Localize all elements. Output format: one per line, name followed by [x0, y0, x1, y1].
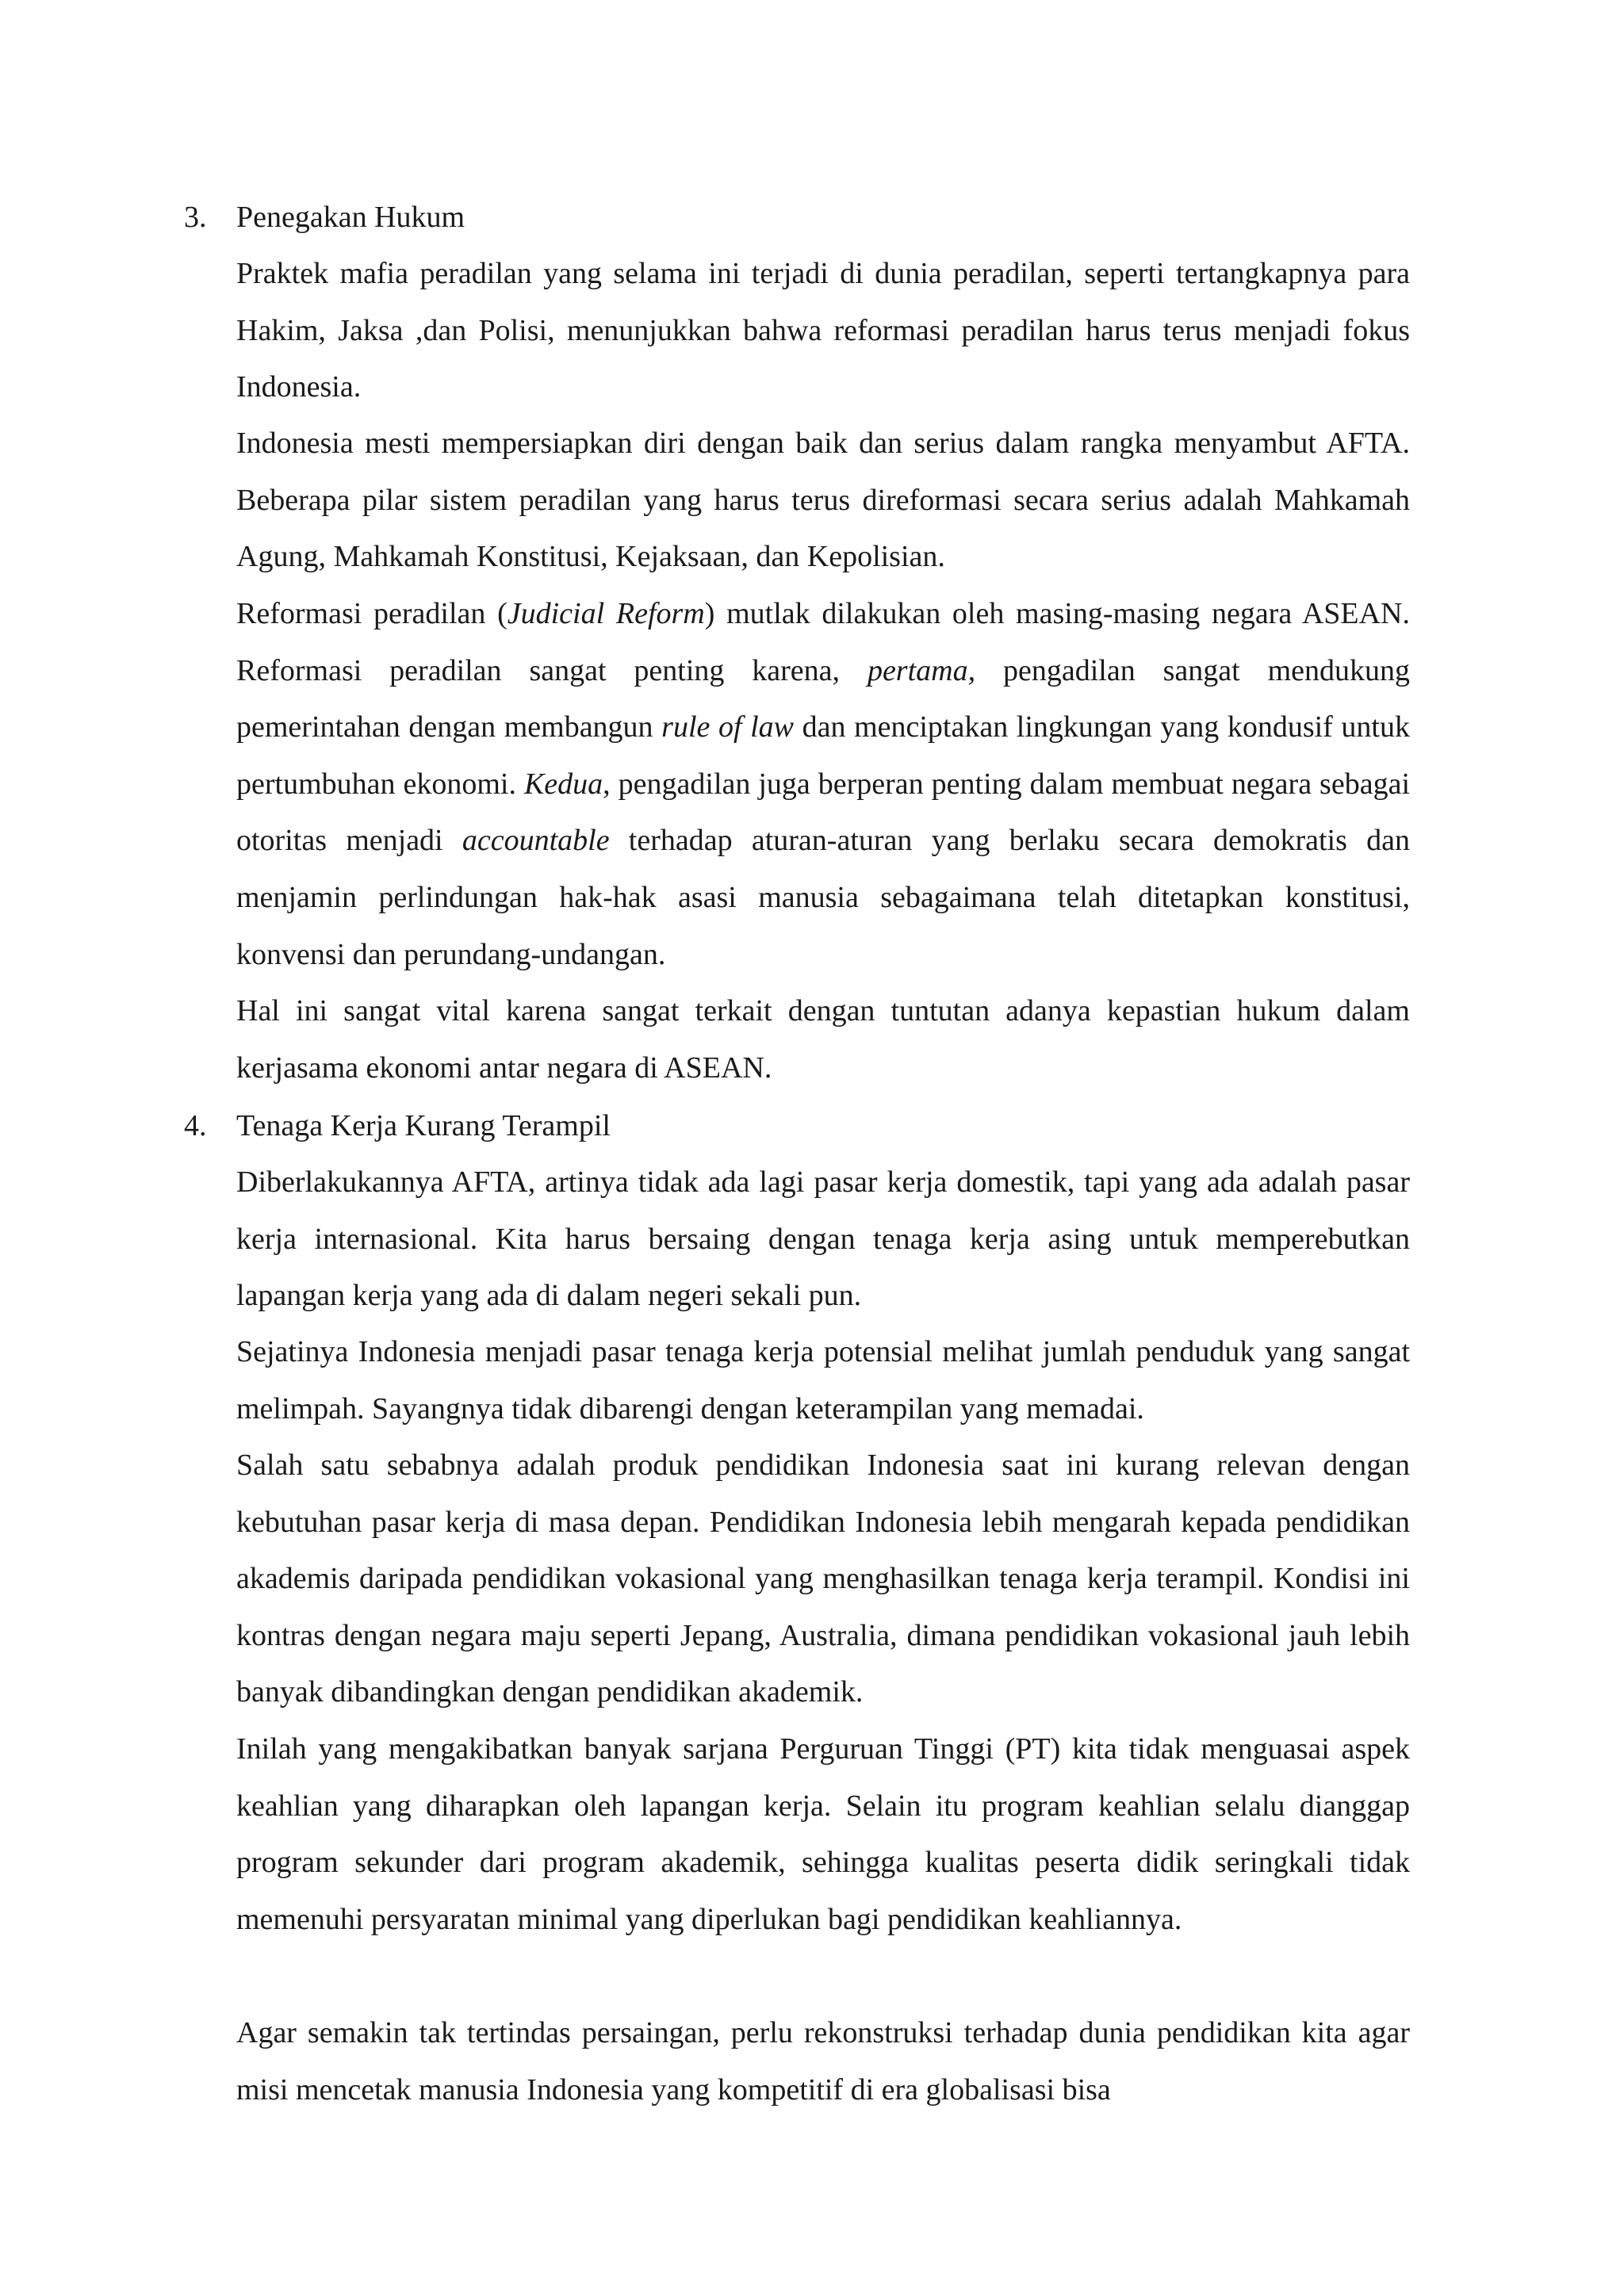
italic-term: Judicial Reform: [507, 597, 705, 630]
paragraph: Sejatinya Indonesia menjadi pasar tenaga kerja potensial melihat jumlah penduduk yang sangat melimpah. Sayangnya tidak dibarengi dengan keterampilan yang memadai.: [236, 1335, 1410, 1425]
italic-term: Kedua: [523, 767, 603, 801]
italic-term: accountable: [462, 824, 610, 858]
italic-term: rule of law: [661, 710, 795, 744]
paragraph: Indonesia mesti mempersiapkan diri dengan baik dan serius dalam rangka menyambut AFTA. Beberapa pilar sistem peradilan yang harus terus direformasi secara serius adalah Mahkamah Agung, Mahkamah Konstitusi, Kejaksaan, dan Kepolisian.: [236, 427, 1410, 574]
paragraph: Diberlakukannya AFTA, artinya tidak ada lagi pasar kerja domestik, tapi yang ada adalah pasar kerja internasional. Kita harus bersaing dengan tenaga kerja asing untuk memperebutkan lapangan kerja yang ada di dalam negeri sekali pun.: [236, 1165, 1410, 1313]
paragraph: Inilah yang mengakibatkan banyak sarjana Perguruan Tinggi (PT) kita tidak menguasai aspek keahlian yang diharapkan oleh lapangan kerja. Selain itu program keahlian selalu dianggap program sekunder dari program akademik, sehingga kualitas peserta didik seringkali tidak memenuhi persyaratan minimal yang diperlukan bagi pendidikan keahliannya.: [236, 1732, 1410, 1936]
section-title: Penegakan Hukum: [236, 201, 465, 234]
paragraph: Agar semakin tak tertindas persaingan, perlu rekonstruksi terhadap dunia pendidikan kita agar misi mencetak manusia Indonesia yang kompetitif di era globalisasi bisa: [236, 2016, 1410, 2107]
italic-term: pertama,: [867, 653, 976, 687]
section-title: Tenaga Kerja Kurang Terampil: [236, 1109, 611, 1142]
paragraph: Salah satu sebabnya adalah produk pendidikan Indonesia saat ini kurang relevan dengan kebutuhan pasar kerja di masa depan. Pendidikan Indonesia lebih mengarah kepada pendidikan akademis daripada pendidikan vokasional yang menghasilkan tenaga kerja terampil. Kondisi ini kontras dengan negara maju seperti Jepang, Australia, dimana pendidikan vokasional jauh lebih banyak dibandingkan dengan pendidikan akademik.: [236, 1448, 1410, 1709]
section-number: 4.: [184, 1109, 207, 1142]
section-number: 3.: [184, 201, 207, 234]
paragraph: Reformasi peradilan (Judicial Reform) mutlak dilakukan oleh masing-masing negara ASEAN. Reformasi peradilan sangat penting karena, pertama, pengadilan sangat mendukung pemerintahan dengan membangun rule of law dan menciptakan lingkungan yang kondusif untuk pertumbuhan ekonomi. Kedua, pengadilan juga berperan penting dalam membuat negara sebagai otoritas menjadi accountable terhadap aturan-aturan yang berlaku secara demokratis dan menjamin perlindungan hak-hak asasi manusia sebagaimana telah ditetapkan konstitusi, konvensi dan perundang-undangan.: [236, 597, 1410, 971]
paragraph: Praktek mafia peradilan yang selama ini terjadi di dunia peradilan, seperti tertangkapnya para Hakim, Jaksa ,dan Polisi, menunjukkan bahwa reformasi peradilan harus terus menjadi fokus Indonesia.: [236, 257, 1410, 404]
paragraph: Hal ini sangat vital karena sangat terkait dengan tuntutan adanya kepastian hukum dalam kerjasama ekonomi antar negara di ASEAN.: [236, 994, 1410, 1085]
